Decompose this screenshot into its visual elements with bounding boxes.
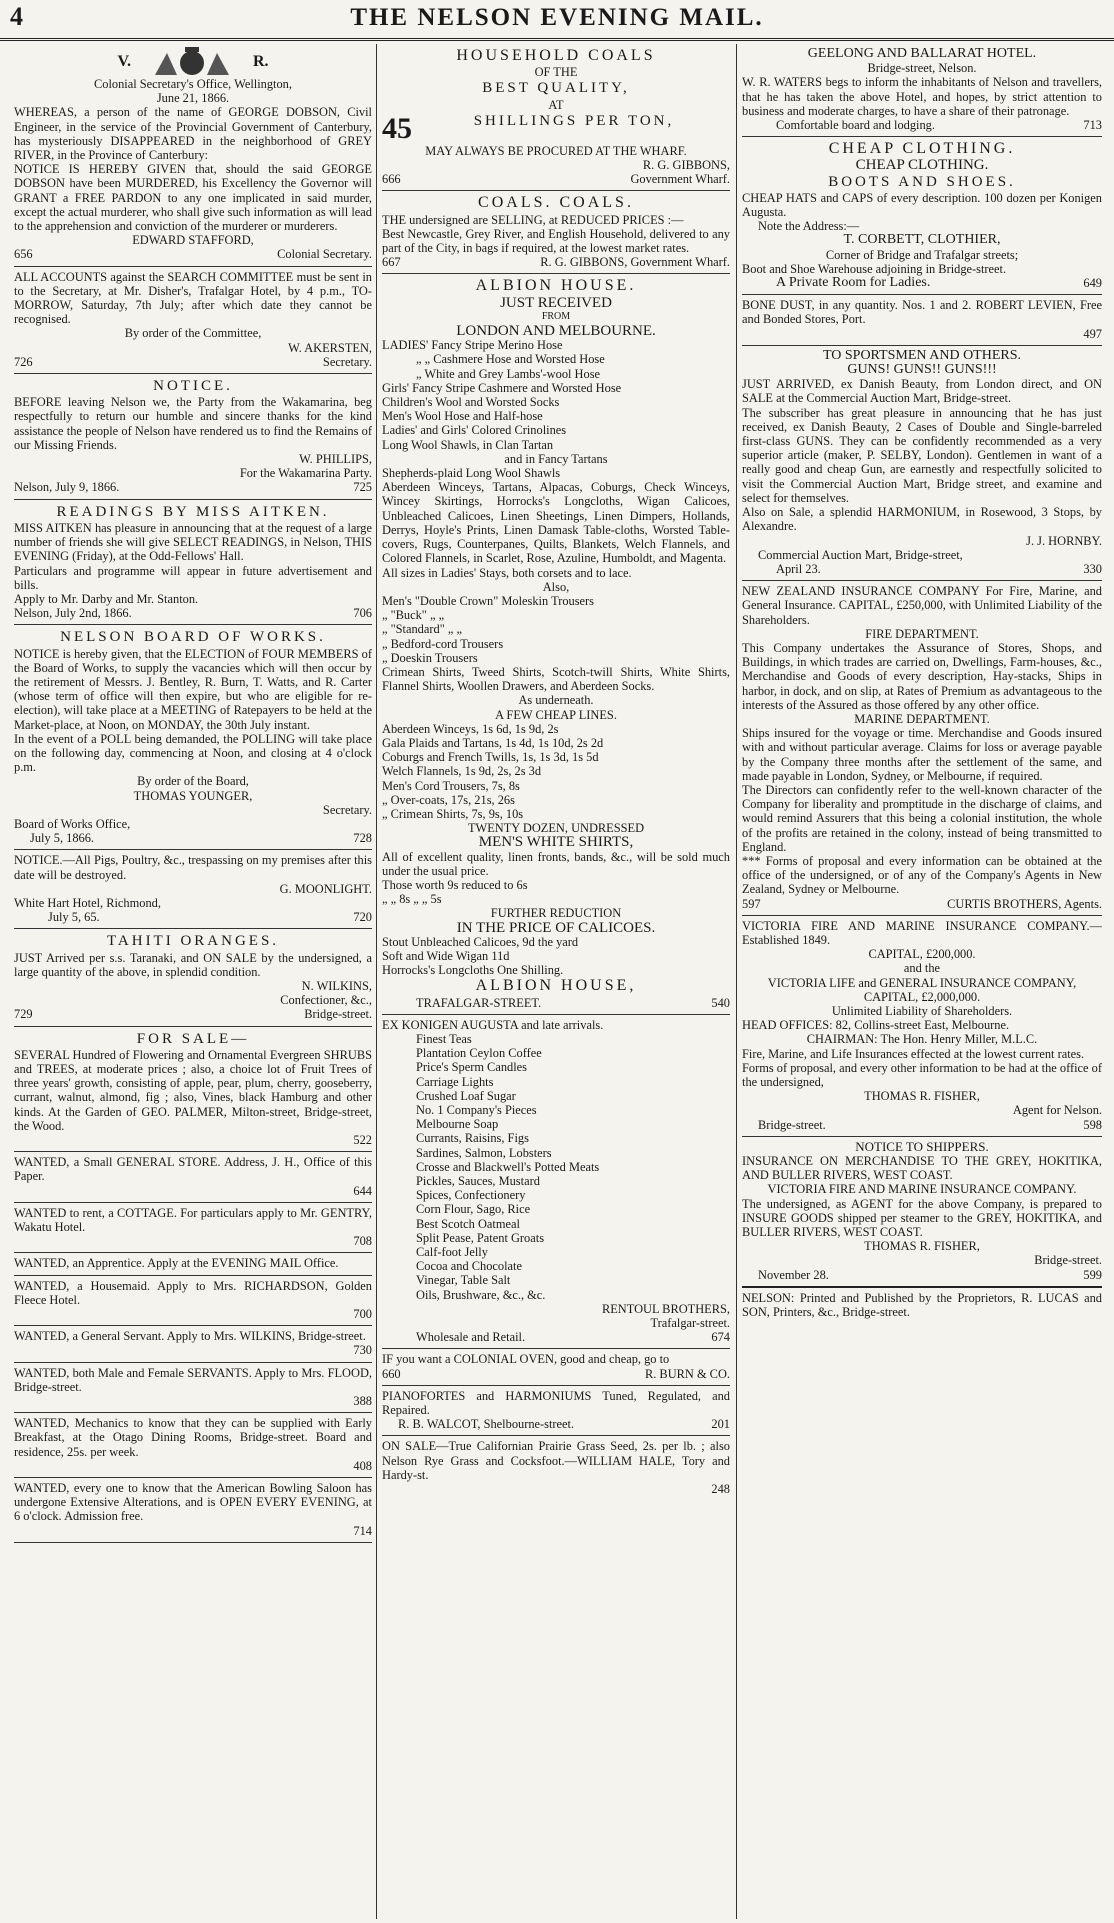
ad-subheading: VICTORIA FIRE AND MARINE INSURANCE COMPANY. bbox=[767, 1182, 1077, 1197]
date-line: July 5, 1866. bbox=[30, 831, 95, 846]
ad-subheading: FURTHER REDUCTION bbox=[490, 906, 622, 921]
body-text: PIANOFORTES and HARMONIUMS Tuned, Regulated, and Repaired. bbox=[382, 1388, 730, 1418]
list-item: Vinegar, Table Salt bbox=[416, 1273, 511, 1288]
body-text: NOTICE is hereby given, that the ELECTION of FOUR MEMBERS of the Board of Works, to supply the vacancies which will then occur by the retirement of Messrs. J. Bentley, R. Burn, T. Watts, and R. Carter (whose term of office will then expire, but who are eligible for re-election), will take place at a MEETING of Ratepayers to be held at the Market-place, at Noon, on MONDAY, the 30th July instant. bbox=[14, 646, 372, 732]
body-text: WHEREAS, a person of the name of GEORGE DOBSON, Civil Engineer, in the service of the Provincial Government of Canterbury, has mysteriously DISAPPEARED in the neighborhood of GREY RIVER, in the Province of Canterbury: bbox=[14, 105, 372, 163]
list-item: LADIES' Fancy Stripe Merino Hose bbox=[382, 338, 563, 353]
list-item: „ Doeskin Trousers bbox=[382, 650, 478, 665]
list-item: „ Bedford-cord Trousers bbox=[382, 636, 504, 651]
ad-heading: FOR SALE— bbox=[136, 1030, 250, 1047]
ad-heading: SHILLINGS PER TON, bbox=[473, 112, 675, 129]
body-text: This Company undertakes the Assurance of Stores, Shops, and Buildings, in which trades are carried on, Dwellings, Farm-houses, &c., Merchandise and Goods of every description, Hay-stacks, Ships in harbor, in dock, and on slip, at Rates of Premium as advantageous to the interests of the Assured as those offered by any other office. bbox=[742, 640, 1102, 712]
body-text: VICTORIA FIRE AND MARINE INSURANCE COMPANY.—Established 1849. bbox=[742, 918, 1102, 947]
ad-number: 730 bbox=[353, 1343, 372, 1358]
body-text: HEAD OFFICES: 82, Collins-street East, Melbourne. bbox=[742, 1018, 1010, 1033]
body-text: SEVERAL Hundred of Flowering and Ornamental Evergreen SHRUBS and TREES, at moderate prices ; also, a choice lot of Fruit Trees of three years' growth, consisting of apple, pear, plum, cherry, gooseberry, currant, walnut, almond, fig ; also, Vines, black Hamburg and other kinds. At the Garden of GEO. PALMER, Milton-street, Bridge-street, the Wood. bbox=[14, 1047, 372, 1133]
list-item: Men's Wool Hose and Half-hose bbox=[382, 409, 543, 424]
body-text: The subscriber has great pleasure in announcing that he has just received, ex Danish Beauty, 2 Cases of Double and Single-barreled first-class GUNS. They can be confidently recommended as a very superior article (maker, P. SELBY, London). Gentlemen in want of a really good and cheap Gun, are earnestly and respectfully solicited to visit the Commercial Auction Mart, Bridge street, and examine and select for themselves. bbox=[742, 405, 1102, 505]
wanted-ad bbox=[14, 1253, 372, 1275]
ad-number: 708 bbox=[353, 1234, 372, 1249]
signature: THOMAS R. FISHER, bbox=[864, 1239, 980, 1254]
ad-number: 714 bbox=[353, 1523, 372, 1538]
royal-crest bbox=[14, 47, 372, 77]
ad-number: 388 bbox=[353, 1394, 372, 1409]
address-line: Boot and Shoe Warehouse adjoining in Bridge-street. bbox=[742, 261, 1007, 276]
ad-subheading: MEN'S WHITE SHIRTS, bbox=[478, 834, 634, 851]
list-item: Sardines, Salmon, Lobsters bbox=[416, 1145, 552, 1160]
date-line: Nelson, July 2nd, 1866. bbox=[14, 606, 132, 621]
ad-heading: EX KONIGEN AUGUSTA and late arrivals. bbox=[382, 1017, 604, 1032]
address-line: Commercial Auction Mart, Bridge-street, bbox=[758, 547, 963, 562]
body-text: In the event of a POLL being demanded, the POLLING will take place on the following day, commencing at Noon, and closing at 4 o'clock p.m. bbox=[14, 731, 372, 775]
readings-notice bbox=[14, 500, 372, 626]
wanted-ad bbox=[14, 1478, 372, 1543]
body-text: Ships insured for the voyage or time. Merchandise and Goods insured with and without particular average. Claims for loss or average payable by the Company three months after the settlement of the same, and made payable in London, Sydney, or Melbourne, if required. bbox=[742, 726, 1102, 783]
ad-subheading: AT bbox=[548, 97, 564, 112]
body-text: ON SALE—True Californian Prairie Grass Seed, 2s. per lb. ; also Nelson Rye Grass and Cocksfoot.—WILLIAM HALE, Tory and Hardy-st. bbox=[382, 1439, 730, 1482]
address-line: TRAFALGAR-STREET. bbox=[416, 995, 542, 1010]
list-item: Crosse and Blackwell's Potted Meats bbox=[416, 1159, 600, 1174]
ad-number: 408 bbox=[353, 1458, 372, 1473]
list-item: Aberdeen Winceys, 1s 6d, 1s 9d, 2s bbox=[382, 721, 559, 736]
ad-number: 497 bbox=[1083, 326, 1102, 341]
body-text: JUST ARRIVED, ex Danish Beauty, from London direct, and ON SALE at the Commercial Auction Mart, Bridge-street. bbox=[742, 377, 1102, 406]
guns-ad bbox=[742, 346, 1102, 581]
list-item: Corn Flour, Sago, Rice bbox=[416, 1202, 531, 1217]
ad-subheading: FIRE DEPARTMENT. bbox=[865, 626, 979, 641]
bone-dust-ad bbox=[742, 295, 1102, 346]
government-notice bbox=[14, 44, 372, 267]
item-list bbox=[382, 594, 730, 665]
body-text: Also on Sale, a splendid HARMONIUM, in Rosewood, 3 Stops, by Alexandre. bbox=[742, 505, 1102, 534]
body-text: Note the Address:— bbox=[758, 219, 860, 234]
ad-heading: TO SPORTSMEN AND OTHERS. bbox=[822, 347, 1022, 363]
ad-number: 700 bbox=[353, 1307, 372, 1322]
list-item: Melbourne Soap bbox=[416, 1117, 499, 1132]
oven-ad bbox=[382, 1349, 730, 1385]
ad-number: 656 bbox=[14, 247, 33, 262]
ad-heading: GEELONG AND BALLARAT HOTEL. bbox=[807, 46, 1037, 61]
signature-title: For the Wakamarina Party. bbox=[239, 466, 372, 481]
ad-subheading: MARINE DEPARTMENT. bbox=[854, 711, 990, 726]
list-item: Carriage Lights bbox=[416, 1074, 494, 1089]
list-item: Calf-foot Jelly bbox=[416, 1245, 488, 1260]
imprint-text: NELSON: Printed and Published by the Proprietors, R. LUCAS and SON, Printers, &c., Bridge-street. bbox=[742, 1290, 1102, 1320]
list-item: Welch Flannels, 1s 9d, 2s, 2s 3d bbox=[382, 764, 542, 779]
ad-subheading: GUNS! GUNS!! GUNS!!! bbox=[847, 362, 997, 378]
list-item: „ Crimean Shirts, 7s, 9s, 10s bbox=[382, 806, 524, 821]
ad-heading: NELSON BOARD OF WORKS. bbox=[60, 629, 326, 646]
list-item: Shepherds-plaid Long Wool Shawls bbox=[382, 466, 561, 481]
body-text: Forms of proposal, and every other information to be had at the office of the undersigned, bbox=[742, 1060, 1102, 1090]
crest-letter: R. bbox=[252, 52, 269, 70]
ad-number: 660 bbox=[382, 1366, 401, 1381]
body-text: THE undersigned are SELLING, at REDUCED PRICES :— bbox=[382, 212, 684, 227]
list-item: Plantation Ceylon Coffee bbox=[416, 1046, 542, 1061]
date-line: November 28. bbox=[758, 1267, 829, 1282]
hotel-ad bbox=[742, 44, 1102, 137]
body-text: CAPITAL, £200,000. bbox=[868, 947, 976, 962]
body-text: Apply to Mr. Darby and Mr. Stanton. bbox=[14, 591, 199, 606]
body-text: Crimean Shirts, Tweed Shirts, Scotch-twill Shirts, White Shirts, Flannel Shirts, Woollen Drawers, and Aberdeen Socks. bbox=[382, 664, 730, 694]
signature-title: Secretary. bbox=[322, 802, 372, 817]
body-text: WANTED to rent, a COTTAGE. For particulars apply to Mr. GENTRY, Wakatu Hotel. bbox=[14, 1205, 372, 1235]
signature: G. MOONLIGHT. bbox=[279, 881, 372, 896]
wanted-ad bbox=[14, 1276, 372, 1327]
body-text: All sizes in Ladies' Stays, both corsets and to lace. bbox=[382, 565, 632, 580]
list-item: „ "Standard" „ „ bbox=[382, 622, 462, 637]
nz-insurance-ad bbox=[742, 581, 1102, 916]
list-item: Long Wool Shawls, in Clan Tartan bbox=[382, 437, 554, 452]
signature-title: Colonial Secretary. bbox=[277, 247, 372, 262]
date-line: April 23. bbox=[776, 561, 821, 576]
list-item: Horrocks's Longcloths One Shilling. bbox=[382, 963, 564, 978]
ad-heading: BEST QUALITY, bbox=[482, 80, 630, 97]
list-item: Men's "Double Crown" Moleskin Trousers bbox=[382, 593, 594, 608]
body-text: *** Forms of proposal and every information can be obtained at the office of the undersigned, or of any of the Company's Agents in New Zealand, Sydney or Melbourne. bbox=[742, 853, 1102, 897]
ad-heading: NOTICE. bbox=[153, 378, 233, 395]
ad-number: 599 bbox=[1083, 1267, 1102, 1282]
list-item: „ "Buck" „ „ bbox=[382, 608, 445, 623]
list-item: Cocoa and Chocolate bbox=[416, 1259, 522, 1274]
ad-number: 522 bbox=[353, 1133, 372, 1148]
signature: N. WILKINS, bbox=[301, 978, 372, 993]
signature: R. G. GIBBONS, Government Wharf. bbox=[540, 255, 730, 270]
ad-heading: ALBION HOUSE, bbox=[475, 977, 637, 995]
list-item: Pickles, Sauces, Mustard bbox=[416, 1174, 540, 1189]
body-text: Unlimited Liability of Shareholders. bbox=[831, 1004, 1013, 1018]
signature: R. BURN & CO. bbox=[644, 1366, 730, 1381]
ad-number: 644 bbox=[353, 1183, 372, 1198]
royal-arms-icon bbox=[147, 47, 237, 77]
victoria-insurance-ad bbox=[742, 916, 1102, 1137]
signature-title: Confectioner, &c., bbox=[280, 993, 372, 1008]
signature-title: Government Wharf. bbox=[630, 172, 730, 187]
column-2 bbox=[382, 44, 730, 1919]
body-text: Particulars and programme will appear in future advertisement and bills. bbox=[14, 563, 372, 592]
body-text: WANTED, a Small GENERAL STORE. Address, J. H., Office of this Paper. bbox=[14, 1155, 372, 1184]
search-committee-notice bbox=[14, 267, 372, 374]
wanted-ad bbox=[14, 1363, 372, 1414]
wakamarina-notice bbox=[14, 374, 372, 500]
price-figure: 45 bbox=[382, 111, 412, 145]
signature: CURTIS BROTHERS, Agents. bbox=[947, 896, 1102, 911]
list-item: Best Scotch Oatmeal bbox=[416, 1216, 520, 1231]
newspaper-title: THE NELSON EVENING MAIL. bbox=[350, 4, 764, 31]
signature-title: Secretary. bbox=[322, 354, 372, 369]
address-line: Bridge-street. bbox=[304, 1007, 372, 1022]
body-text: NOTICE.—All Pigs, Poultry, &c., trespassing on my premises after this date will be destroyed. bbox=[14, 853, 372, 882]
signature: J. J. HORNBY. bbox=[1026, 533, 1102, 548]
column-1 bbox=[14, 44, 372, 1919]
address-line: Trafalgar-street. bbox=[650, 1316, 730, 1331]
body-text: The undersigned, as AGENT for the above Company, is prepared to INSURE GOODS shipped per steamer to the GREY, HOKITIKA, and BULLER RIVERS, WEST COAST. bbox=[742, 1196, 1102, 1240]
body-text: W. R. WATERS begs to inform the inhabitants of Nelson and travellers, that he has taken the above Hotel, and hopes, by strict attention to business and moderate charges, to have a share of their patronage. bbox=[742, 75, 1102, 118]
body-text: Comfortable board and lodging. bbox=[776, 118, 935, 133]
body-text: „ „ 8s „ „ 5s bbox=[382, 892, 442, 907]
body-text: The Directors can confidently refer to the well-known character of the Company for liberality and promptitude in the discharge of claims, and would remind Assurers that this being a colonial institution, the whole of the profits are retained in the colony, instead of being transmitted to England. bbox=[742, 782, 1102, 854]
shippers-notice bbox=[742, 1137, 1102, 1288]
item-list bbox=[382, 1032, 730, 1302]
trespass-notice bbox=[14, 850, 372, 929]
ad-number: 649 bbox=[1083, 276, 1102, 291]
piano-ad bbox=[382, 1386, 730, 1437]
wanted-ad bbox=[14, 1152, 372, 1203]
list-item: „ „ Cashmere Hose and Worsted Hose bbox=[416, 352, 605, 367]
body-text: WANTED, a General Servant. Apply to Mrs. WILKINS, Bridge-street. bbox=[14, 1329, 366, 1344]
ad-heading: COALS. COALS. bbox=[478, 194, 634, 212]
list-item: Men's Cord Trousers, 7s, 8s bbox=[382, 778, 520, 793]
body-text: and the bbox=[903, 961, 941, 976]
ad-number: 726 bbox=[14, 354, 33, 369]
body-text: Also, bbox=[542, 579, 570, 594]
body-text: WANTED, every one to know that the American Bowling Saloon has undergone Extensive Alterations, and is OPEN EVERY EVENING, at 6 o'clock. Admission free. bbox=[14, 1481, 372, 1524]
body-text: NEW ZEALAND INSURANCE COMPANY For Fire, Marine, and General Insurance. CAPITAL, £250,000, with Unlimited Liability of the Shareholders. bbox=[742, 584, 1102, 627]
ad-number: 728 bbox=[353, 831, 372, 846]
address-line: Corner of Bridge and Trafalgar streets; bbox=[825, 247, 1019, 262]
ad-heading: ALBION HOUSE. bbox=[475, 277, 637, 295]
list-item: Coburgs and French Twills, 1s, 1s 3d, 1s 5d bbox=[382, 750, 599, 765]
office-line: Board of Works Office, bbox=[14, 816, 131, 831]
ad-subheading: JUST RECEIVED bbox=[500, 294, 612, 311]
signature: THOMAS R. FISHER, bbox=[864, 1089, 980, 1104]
list-item: Girls' Fancy Stripe Cashmere and Worsted Hose bbox=[382, 380, 622, 395]
body-text: WANTED, an Apprentice. Apply at the EVENING MAIL Office. bbox=[14, 1256, 339, 1271]
masthead bbox=[0, 0, 1114, 41]
body-text: Aberdeen Winceys, Tartans, Alpacas, Coburgs, Check Winceys, Wincey Skirtings, Horrocks's Longcloths, Wigan Calicoes, Unbleached Calicoes, Linen Sheetings, Linen Dimpers, Hollands, Derrys, Hoyle's Prints, Linen Damask Table-cloths, Worsted Table-covers, Rugs, Counterpanes, Quilts, Blankets, Welch Flannels, and Colored Flannels, in Scarlet, Rose, Azuline, Humboldt, and Magenta. bbox=[382, 480, 730, 566]
ad-heading: READINGS BY MISS AITKEN. bbox=[56, 503, 330, 520]
ad-subheading: A FEW CHEAP LINES. bbox=[495, 707, 617, 722]
by-order: By order of the Board, bbox=[137, 774, 249, 789]
list-item: Children's Wool and Worsted Socks bbox=[382, 395, 560, 410]
body-text: MISS AITKEN has pleasure in announcing that at the request of a large number of friends she will give SELECT READINGS, in Nelson, THIS EVENING (Friday), at the Odd-Fellows' Hall. bbox=[14, 520, 372, 564]
ad-subheading: INSURANCE ON MERCHANDISE TO THE GREY, HOKITIKA, AND BULLER RIVERS, WEST COAST. bbox=[742, 1154, 1102, 1183]
wanted-ad bbox=[14, 1203, 372, 1254]
body-text: A Private Room for Ladies. bbox=[776, 275, 931, 291]
signature: W. AKERSTEN, bbox=[288, 340, 372, 355]
wanted-ad bbox=[14, 1326, 372, 1362]
ad-heading: CHEAP CLOTHING. bbox=[855, 157, 989, 174]
ad-number: 540 bbox=[711, 995, 730, 1010]
office-line: Colonial Secretary's Office, Wellington, bbox=[94, 77, 292, 91]
list-item: Stout Unbleached Calicoes, 9d the yard bbox=[382, 934, 579, 949]
ad-number: 729 bbox=[14, 1007, 33, 1022]
list-item: „ White and Grey Lambs'-wool Hose bbox=[416, 366, 601, 381]
list-item: and in Fancy Tartans bbox=[504, 451, 608, 466]
ad-heading: CHEAP CLOTHING. bbox=[828, 140, 1016, 158]
list-item: Spices, Confectionery bbox=[416, 1188, 526, 1203]
ad-number: 598 bbox=[1083, 1117, 1102, 1132]
body-text: Fire, Marine, and Life Insurances effected at the lowest current rates. bbox=[742, 1046, 1085, 1061]
ad-subheading: IN THE PRICE OF CALICOES. bbox=[456, 919, 656, 936]
date-line: July 5, 65. bbox=[48, 910, 100, 925]
ad-subheading: VICTORIA LIFE and GENERAL INSURANCE COMPANY, bbox=[767, 975, 1077, 990]
body-text: As underneath. bbox=[518, 693, 594, 708]
body-text: NOTICE IS HEREBY GIVEN that, should the said GEORGE DOBSON have been MURDERED, his Excellency the Governor will GRANT a FREE PARDON to any one implicated in said murder, except the actual murderer, who shall give such information as will lead to the apprehension and conviction of the murderer or murderers. bbox=[14, 162, 372, 234]
wanted-ad bbox=[14, 1413, 372, 1478]
ad-number: 201 bbox=[711, 1417, 730, 1432]
ad-number: 713 bbox=[1083, 118, 1102, 133]
address-line: Bridge-street, Nelson. bbox=[867, 61, 977, 76]
address-line: White Hart Hotel, Richmond, bbox=[14, 895, 161, 910]
ad-heading: HOUSEHOLD COALS bbox=[456, 47, 656, 64]
signature: THOMAS YOUNGER, bbox=[133, 788, 253, 803]
ad-number: 720 bbox=[353, 910, 372, 925]
address-line: Bridge-street. bbox=[758, 1117, 826, 1132]
list-item: Crushed Loaf Sugar bbox=[416, 1088, 516, 1103]
list-item: Currants, Raisins, Figs bbox=[416, 1131, 529, 1146]
page-number: 4 bbox=[10, 2, 23, 31]
body-text: CHEAP HATS and CAPS of every description. 100 dozen per Konigen Augusta. bbox=[742, 190, 1102, 220]
coals-ad bbox=[382, 191, 730, 274]
list-item: „ Over-coats, 17s, 21s, 26s bbox=[382, 792, 515, 807]
column-rule bbox=[736, 44, 737, 1919]
item-list bbox=[382, 338, 730, 480]
oranges-ad bbox=[14, 929, 372, 1026]
ad-heading: NOTICE TO SHIPPERS. bbox=[855, 1138, 989, 1154]
date-line: June 21, 1866. bbox=[156, 91, 230, 106]
grass-seed-ad bbox=[382, 1436, 730, 1500]
body-text: Those worth 9s reduced to 6s bbox=[382, 877, 528, 892]
signature: R. B. WALCOT, Shelbourne-street. bbox=[398, 1417, 575, 1432]
item-list bbox=[382, 722, 730, 821]
for-sale-ad bbox=[14, 1027, 372, 1153]
ad-number: 725 bbox=[353, 480, 372, 495]
signature: EDWARD STAFFORD, bbox=[132, 233, 254, 248]
body-text: CHAIRMAN: The Hon. Henry Miller, M.L.C. bbox=[806, 1032, 1038, 1047]
body-text: WANTED, both Male and Female SERVANTS. Apply to Mrs. FLOOD, Bridge-street. bbox=[14, 1365, 372, 1394]
body-text: ALL ACCOUNTS against the SEARCH COMMITTEE must be sent in to the Secretary, at Mr. Disher's, Trafalgar Hotel, by 4 p.m., TO-MORROW, Saturday, 7th July; after which date they cannot be recognised. bbox=[14, 269, 372, 327]
ad-number: 597 bbox=[742, 896, 761, 911]
ad-number: 248 bbox=[711, 1482, 730, 1497]
ad-subheading: TWENTY DOZEN, UNDRESSED bbox=[467, 821, 645, 836]
ad-heading: TAHITI ORANGES. bbox=[106, 933, 280, 950]
signature: W. PHILLIPS, bbox=[299, 452, 372, 467]
list-item: Price's Sperm Candles bbox=[416, 1060, 527, 1075]
signature-title: Agent for Nelson. bbox=[1012, 1103, 1102, 1118]
column-rule bbox=[376, 44, 377, 1919]
crest-letter: V. bbox=[117, 52, 131, 70]
body-text: IF you want a COLONIAL OVEN, good and cheap, go to bbox=[382, 1352, 670, 1367]
body-text: WANTED, a Housemaid. Apply to Mrs. RICHARDSON, Golden Fleece Hotel. bbox=[14, 1278, 372, 1307]
column-3 bbox=[742, 44, 1102, 1919]
list-item: Gala Plaids and Tartans, 1s 4d, 1s 10d, 2s 2d bbox=[382, 735, 604, 750]
clothing-ad bbox=[742, 137, 1102, 295]
signature: RENTOUL BROTHERS, bbox=[601, 1301, 730, 1316]
address-line: Bridge-street. bbox=[1034, 1253, 1102, 1268]
list-item: Finest Teas bbox=[416, 1032, 472, 1046]
by-order: By order of the Committee, bbox=[124, 326, 262, 341]
ad-subheading: OF THE bbox=[534, 65, 578, 80]
list-item: Split Pease, Patent Groats bbox=[416, 1230, 545, 1245]
list-item: Oils, Brushware, &c., &c. bbox=[416, 1287, 546, 1302]
body-text: MAY ALWAYS BE PROCURED AT THE WHARF. bbox=[425, 143, 687, 158]
household-coals-ad bbox=[382, 44, 730, 191]
signature: T. CORBETT, CLOTHIER, bbox=[843, 232, 1001, 248]
body-text: JUST Arrived per s.s. Taranaki, and ON SALE by the undersigned, a large quantity of the above, in splendid condition. bbox=[14, 950, 372, 979]
rentoul-grocery-ad bbox=[382, 1015, 730, 1350]
date-line: Nelson, July 9, 1866. bbox=[14, 480, 120, 495]
albion-house-ad bbox=[382, 274, 730, 1014]
ad-number: 330 bbox=[1083, 561, 1102, 576]
body-text: CAPITAL, £2,000,000. bbox=[863, 989, 981, 1004]
signature: R. G. GIBBONS, bbox=[642, 158, 730, 173]
board-of-works-notice bbox=[14, 625, 372, 850]
body-text: BEFORE leaving Nelson we, the Party from the Wakamarina, beg respectfully to return our humble and sincere thanks for the kind assistance the people of Nelson have rendered us to find the Remains of our Missing Friends. bbox=[14, 395, 372, 452]
ad-subheading: FROM bbox=[541, 310, 571, 322]
ad-number: 667 bbox=[382, 255, 401, 270]
ad-heading: BOOTS AND SHOES. bbox=[828, 173, 1016, 190]
list-item: Soft and Wide Wigan 11d bbox=[382, 948, 510, 963]
ad-number: 706 bbox=[353, 606, 372, 621]
list-item: Ladies' and Girls' Colored Crinolines bbox=[382, 423, 567, 438]
body-text: All of excellent quality, linen fronts, bands, &c., will be sold much under the usual price. bbox=[382, 849, 730, 878]
body-text: Best Newcastle, Grey River, and English Household, delivered to any part of the City, in bags if required, at the lowest market rates. bbox=[382, 226, 730, 256]
ad-number: 674 bbox=[711, 1330, 730, 1345]
body-text: WANTED, Mechanics to know that they can be supplied with Early Breakfast, at the Otago Dining Rooms, Bridge-street. Board and residence, 25s. per week. bbox=[14, 1416, 372, 1459]
list-item: No. 1 Company's Pieces bbox=[416, 1103, 537, 1118]
ad-subheading: LONDON AND MELBOURNE. bbox=[456, 323, 656, 340]
ad-number: 666 bbox=[382, 172, 401, 187]
body-text: BONE DUST, in any quantity. Nos. 1 and 2. ROBERT LEVIEN, Free and Bonded Stores, Port. bbox=[742, 298, 1102, 327]
body-text: Wholesale and Retail. bbox=[416, 1330, 526, 1345]
imprint bbox=[742, 1288, 1102, 1323]
